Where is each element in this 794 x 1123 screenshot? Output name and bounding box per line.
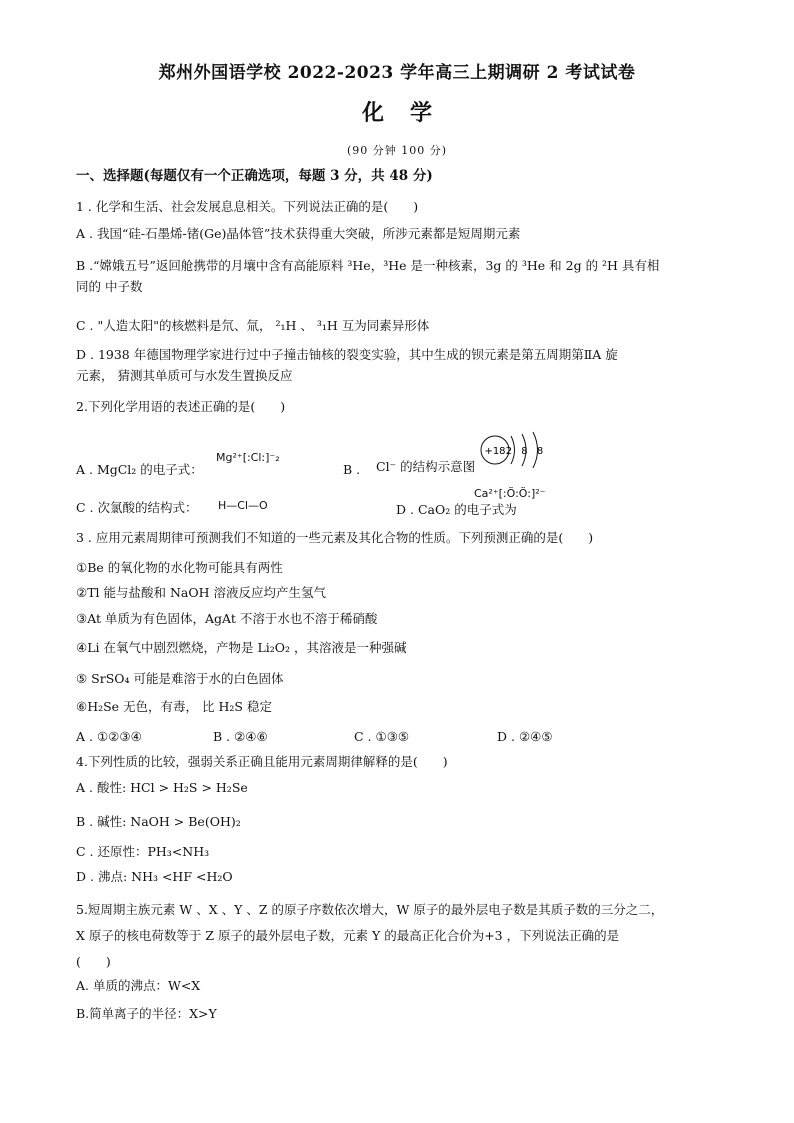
q4-option-b: B . 碱性: NaOH > Be(OH)₂ <box>76 814 241 829</box>
q3-option-d: D . ②④⑤ <box>497 729 553 744</box>
q1-option-d-line1: D . 1938 年德国物理学家进行过中子撞击铀核的裂变实验，其中生成的钡元素是第五周期第ⅡA 旋 <box>76 347 618 362</box>
q5-option-b: B.简单离子的半径：X>Y <box>76 1006 217 1021</box>
q3-option-b: B . ②④⑥ <box>213 729 268 744</box>
q1-option-a: A . 我国“硅-石墨烯-锗(Ge)晶体管”技术获得重大突破，所涉元素都是短周期元素 <box>76 226 521 241</box>
q3-statement-5: ⑤ SrSO₄ 可能是难溶于水的白色固体 <box>76 671 284 686</box>
nucleus-charge: +18 <box>484 446 506 457</box>
cao2-electron-formula: Ca²⁺[:Ö:Ö:]²⁻ <box>474 487 546 500</box>
q5-stem-line1: 5.短周期主族元素 W 、X 、Y 、Z 的原子序数依次增大，W 原子的最外层电子数是其质子数的三分之二， <box>76 902 664 917</box>
q4-option-d: D . 沸点: NH₃ <HF <H₂O <box>76 869 233 884</box>
mgcl2-electron-formula: Mg²⁺[:Cl:]⁻₂ <box>216 451 280 464</box>
q2-stem: 2.下列化学用语的表述正确的是( ) <box>76 399 286 414</box>
q3-statement-6: ⑥H₂Se 无色，有毒， 比 H₂S 稳定 <box>76 699 272 714</box>
subject-title: 化学 <box>361 100 458 126</box>
chloride-ion-structure-diagram <box>478 430 558 470</box>
q4-option-c: C . 还原性：PH₃<NH₃ <box>76 844 210 859</box>
q2-option-a: A . MgCl₂ 的电子式： <box>76 462 203 477</box>
q1-stem: 1 . 化学和生活、社会发展息息相关。下列说法正确的是( ) <box>76 199 419 214</box>
exam-meta: (90 分钟 100 分) <box>346 144 448 157</box>
q2-option-c: C . 次氯酸的结构式： <box>76 500 198 515</box>
q3-stem: 3 . 应用元素周期律可预测我们不知道的一些元素及其化合物的性质。下列预测正确的是( ) <box>76 530 594 545</box>
q5-stem-line2: X 原子的核电荷数等于 Z 原子的最外层电子数，元素 Y 的最高正化合价为+3 ，下列说法正确的是 <box>76 928 620 943</box>
exam-title: 郑州外国语学校 2022-2023 学年高三上期调研 2 考试试卷 <box>158 63 636 83</box>
shell-electrons: 2 8 8 <box>505 446 547 457</box>
q1-option-d-line2: 元素， 猜测其单质可与水发生置换反应 <box>76 368 293 383</box>
q3-option-a: A . ①②③④ <box>76 729 142 744</box>
q2-option-b: B . <box>343 462 361 477</box>
q3-statement-2: ②Tl 能与盐酸和 NaOH 溶液反应均产生氢气 <box>76 585 327 600</box>
q3-statement-1: ①Be 的氧化物的水化物可能具有两性 <box>76 560 283 575</box>
q5-option-a: A. 单质的沸点：W<X <box>76 978 201 993</box>
q1-option-c: C . "人造太阳"的核燃料是氘、氚， ²₁H 、 ³₁H 互为同素异形体 <box>76 318 430 333</box>
q1-option-b-line1: B .“嫦娥五号”返回舱携带的月壤中含有高能原料 ³He，³He 是一种核素，3g 的 ³He 和 2g 的 ²H 具有相 <box>76 258 660 273</box>
q3-option-c: C . ①③⑤ <box>354 729 410 744</box>
q1-option-b-line2: 同的 中子数 <box>76 279 143 294</box>
q3-statement-3: ③At 单质为有色固体，AgAt 不溶于水也不溶于稀硝酸 <box>76 611 378 626</box>
q2-option-d: D . CaO₂ 的电子式为 <box>396 502 517 517</box>
section-heading: 一、选择题(每题仅有一个正确选项，每题 3 分，共 48 分) <box>76 168 433 184</box>
hclo-structural-formula: H—Cl—O <box>218 499 268 512</box>
q4-stem: 4.下列性质的比较，强弱关系正确且能用元素周期律解释的是( ) <box>76 754 448 769</box>
chloride-ion-label: Cl⁻ 的结构示意图 <box>376 459 476 474</box>
q4-option-a: A . 酸性: HCl > H₂S > H₂Se <box>76 780 248 795</box>
q5-stem-line3: ( ) <box>76 954 111 969</box>
q3-statement-4: ④Li 在氧气中剧烈燃烧，产物是 Li₂O₂ ，其溶液是一种强碱 <box>76 640 407 655</box>
